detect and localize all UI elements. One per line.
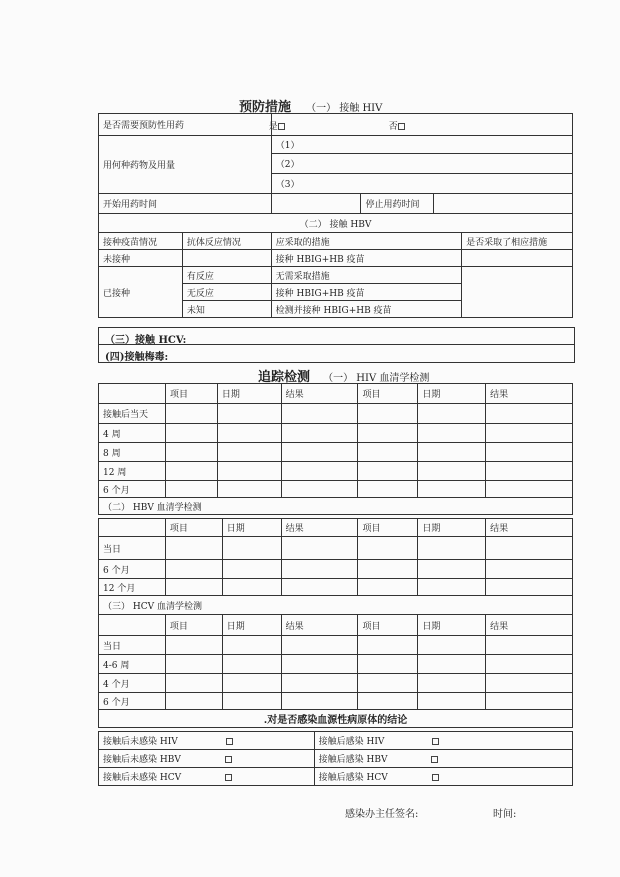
infected-hcv-checkbox[interactable]	[432, 774, 439, 781]
hbv-row-label: 12 个月	[99, 579, 166, 596]
hcv-col-item-1: 项目	[165, 615, 222, 636]
hbv-header-taken: 是否采取了相应措施	[462, 233, 573, 250]
hbv-col-result-2: 结果	[486, 519, 573, 537]
hcv-col-item-2: 项目	[358, 615, 418, 636]
hiv-col-date-1: 日期	[217, 384, 281, 404]
title-main: 预防措施	[239, 100, 292, 115]
hbv-row-label: 当日	[99, 537, 166, 560]
hiv-col-result-1: 结果	[281, 384, 358, 404]
not-vaccinated-action: 接种 HBIG+HB 疫苗	[271, 250, 462, 267]
hcv-col-date-2: 日期	[418, 615, 486, 636]
start-value	[271, 194, 361, 214]
response-unknown: 未知	[182, 301, 271, 318]
not-infected-hiv-checkbox[interactable]	[226, 738, 233, 745]
response-negative: 无反应	[182, 284, 271, 301]
stop-value	[434, 194, 573, 214]
action-negative: 接种 HBIG+HB 疫苗	[271, 284, 462, 301]
hcv-row-label: 6 个月	[99, 693, 166, 710]
followup-sub: （一） HIV 血清学检测	[323, 373, 430, 384]
hcv-followup-table	[98, 614, 573, 728]
need-label: 是否需要预防性用药	[99, 114, 272, 136]
followup-main: 追踪检测	[258, 370, 311, 385]
hcv-label: （三）接触 HCV:	[105, 335, 187, 346]
hiv-col-item-2: 项目	[358, 384, 418, 404]
sign-label: 感染办主任签名:	[345, 809, 419, 820]
response-positive: 有反应	[182, 267, 271, 284]
hbv-col-result-1: 结果	[281, 519, 358, 537]
vaccinated-label: 已接种	[99, 267, 183, 318]
hiv-followup-table	[98, 383, 573, 515]
conclusion-left-3: 接触后未感染 HCV	[99, 768, 315, 786]
title-sub: （一） 接触 HIV	[306, 103, 383, 114]
hiv-col-item-1: 项目	[165, 384, 217, 404]
not-infected-hcv-checkbox[interactable]	[225, 774, 232, 781]
conclusion-table	[98, 731, 573, 786]
hcv-row-label: 4-6 周	[99, 655, 166, 674]
hcv-serology-title: （三） HCV 血清学检测	[99, 596, 573, 615]
hcv-col-date-1: 日期	[222, 615, 281, 636]
conclusion-right-1: 接触后感染 HIV	[314, 732, 572, 750]
hiv-row-label: 6 个月	[99, 481, 166, 498]
hbv-col-item-2: 项目	[358, 519, 418, 537]
drug-row-2: （2）	[271, 154, 572, 174]
hbv-col-date-1: 日期	[222, 519, 281, 537]
hcv-row-label: 4 个月	[99, 674, 166, 693]
hbv-table	[98, 232, 573, 318]
drug-label: 用何种药物及用量	[99, 136, 272, 194]
hbv-header-action: 应采取的措施	[271, 233, 462, 250]
hiv-row-label: 4 周	[99, 424, 166, 443]
hbv-header-vaccine: 接种疫苗情况	[99, 233, 183, 250]
hiv-row-label: 8 周	[99, 443, 166, 462]
hbv-col-date-2: 日期	[418, 519, 486, 537]
yes-checkbox[interactable]	[278, 123, 285, 130]
start-label: 开始用药时间	[99, 194, 272, 214]
no-option[interactable]: 否	[389, 119, 405, 132]
conclusion-right-3: 接触后感染 HCV	[314, 768, 572, 786]
no-checkbox[interactable]	[398, 123, 405, 130]
action-positive: 无需采取措施	[271, 267, 462, 284]
hiv-col-date-2: 日期	[418, 384, 486, 404]
hcv-col-result-1: 结果	[281, 615, 358, 636]
hcv-row-label: 当日	[99, 636, 166, 655]
conclusion-left-2: 接触后未感染 HBV	[99, 750, 315, 768]
hbv-followup-table	[98, 518, 573, 615]
hiv-row-label: 接触后当天	[99, 404, 166, 424]
action-unknown: 检测并接种 HBIG+HB 疫苗	[271, 301, 462, 318]
hbv-header-antibody: 抗体反应情况	[182, 233, 271, 250]
hiv-row-label: 12 周	[99, 462, 166, 481]
need-options	[268, 114, 572, 136]
hbv-row-label: 6 个月	[99, 560, 166, 579]
hbv-col-item-1: 项目	[165, 519, 222, 537]
hcv-col-result-2: 结果	[486, 615, 573, 636]
stop-label: 停止用药时间	[361, 194, 434, 214]
syphilis-label: (四)接触梅毒:	[105, 352, 169, 363]
exposure-other-box	[98, 327, 575, 363]
not-vaccinated-label: 未接种	[99, 250, 183, 267]
conclusion-title: .对是否感染血源性病原体的结论	[99, 710, 573, 728]
infected-hiv-checkbox[interactable]	[432, 738, 439, 745]
prophylaxis-table	[98, 113, 573, 233]
drug-row-1: （1）	[271, 136, 572, 154]
time-label: 时间:	[493, 809, 517, 820]
not-infected-hbv-checkbox[interactable]	[225, 756, 232, 763]
conclusion-left-1: 接触后未感染 HIV	[99, 732, 315, 750]
hiv-col-result-2: 结果	[486, 384, 573, 404]
conclusion-right-2: 接触后感染 HBV	[314, 750, 572, 768]
hbv-title: （二） 接触 HBV	[99, 214, 573, 233]
hbv-serology-title: （二） HBV 血清学检测	[99, 498, 573, 515]
drug-row-3: （3）	[271, 174, 572, 194]
yes-option[interactable]: 是	[269, 119, 285, 132]
infected-hbv-checkbox[interactable]	[431, 756, 438, 763]
